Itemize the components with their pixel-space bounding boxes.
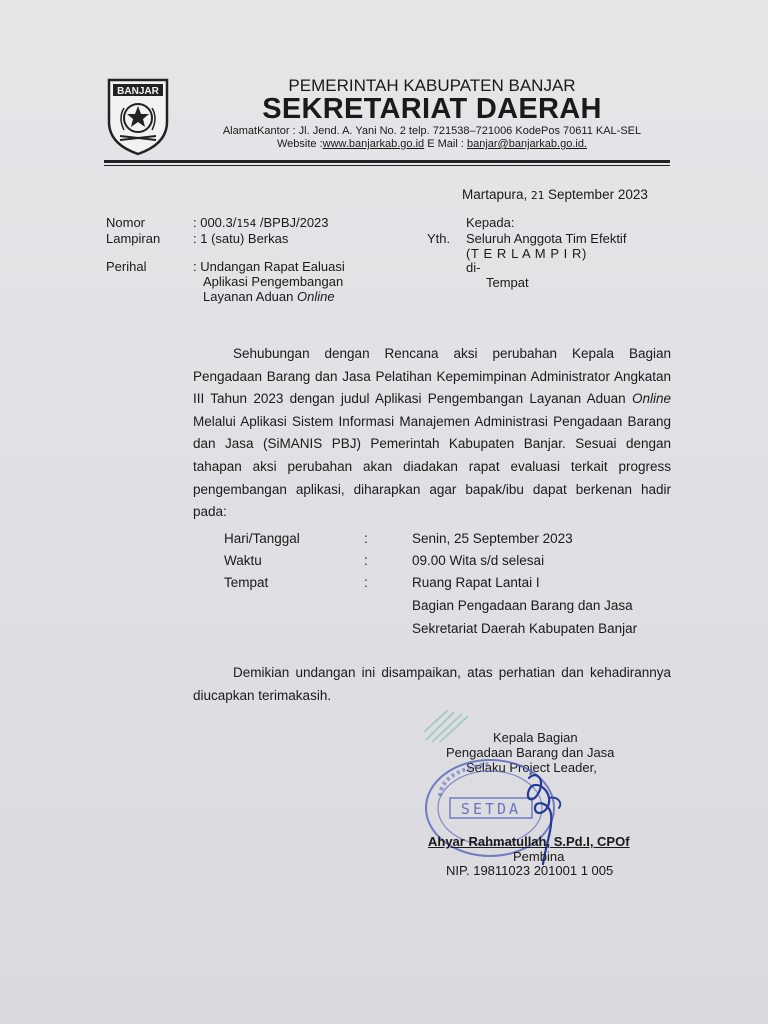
recipient-tempat: Tempat: [486, 275, 529, 290]
header-rule-thick: [104, 160, 670, 163]
recipient-kepada: Kepada:: [466, 215, 515, 230]
kop-contact: [172, 138, 692, 150]
website-label: Website :: [276, 138, 323, 150]
date-month-year: September 2023: [544, 187, 648, 202]
website-link[interactable]: www.banjarkab.go.id: [322, 138, 425, 150]
perihal-line-2: Aplikasi Pengembangan: [203, 274, 344, 289]
schedule-place-extra-1: Bagian Pengadaan Barang dan Jasa: [412, 598, 633, 613]
lampiran-value: : 1 (satu) Berkas: [193, 231, 289, 246]
signature-title-1: Kepala Bagian: [493, 730, 578, 745]
perihal-line-3-italic: Online: [296, 289, 335, 304]
recipient-line-2: (T E R L A M P I R): [466, 246, 587, 261]
signature-title-2: Pengadaan Barang dan Jasa: [446, 745, 615, 760]
banjar-logo: [106, 78, 170, 156]
body-paragraph-1: [193, 343, 671, 524]
perihal-line-3: [203, 289, 335, 304]
kop-line-1: PEMERINTAH KABUPATEN BANJAR: [288, 76, 576, 95]
nomor-label: Nomor: [106, 215, 146, 230]
recipient-line-1: Seluruh Anggota Tim Efektif: [466, 231, 627, 246]
kop-address: AlamatKantor : Jl. Jend. A. Yani No. 2 telp. 721538–721006 KodePos 70611 KAL-SEL: [222, 125, 642, 137]
email-label: E Mail :: [427, 138, 464, 150]
header-rule-thin: [104, 165, 670, 166]
perihal-line-3-text: Layanan Aduan: [203, 289, 297, 304]
schedule-colon: :: [364, 553, 368, 568]
perihal-label: Perihal: [106, 259, 147, 274]
recipient-di: di-: [466, 260, 481, 275]
nomor-number: 154: [236, 217, 257, 230]
lampiran-label: Lampiran: [106, 231, 161, 246]
body-p1-text-b: Melalui Aplikasi Sistem Informasi Manajemen Administrasi Pengadaan Barang dan Jasa (SiMANIS PBJ) Pemerintah Kabupaten Banjar. Sesuai dengan tahapan aksi perubahan akan diadakan rapat evaluasi terkait progress pengembangan aplikasi, diharapkan agar bapak/ibu dapat berkenan hadir pada:: [193, 413, 671, 520]
schedule-value-place: Ruang Rapat Lantai I: [412, 575, 540, 590]
signatory-rank: Pembina: [513, 849, 565, 864]
nomor-suffix: /BPBJ/2023: [256, 215, 329, 230]
ink-smudge: [420, 706, 480, 746]
signatory-name: Ahyar Rahmatullah, S.Pd.I, CPOf: [428, 834, 630, 849]
stamp-text: SETDA: [460, 800, 522, 818]
schedule-label-place: Tempat: [224, 575, 269, 590]
schedule-colon: :: [364, 531, 368, 546]
body-p1-text-a: Sehubungan dengan Rencana aksi perubahan Kepala Bagian Pengadaan Barang dan Jasa Pelatihan Kepemimpinan Administrator Angkatan III Tahun 2023 dengan judul Aplikasi Pengembangan Layanan Aduan: [193, 346, 671, 407]
logo-text: BANJAR: [117, 86, 159, 97]
signatory-nip: NIP. 19811023 201001 1 005: [446, 863, 614, 878]
schedule-value-date: Senin, 25 September 2023: [412, 531, 573, 546]
kop-line-2: SEKRETARIAT DAERAH: [262, 93, 602, 125]
date-day: 21: [531, 189, 545, 202]
schedule-place-extra-2: Sekretariat Daerah Kabupaten Banjar: [412, 621, 638, 636]
email-link[interactable]: banjar@banjarkab.go.id.: [466, 138, 587, 150]
perihal-line-1: : Undangan Rapat Ealuasi: [193, 259, 345, 274]
schedule-label-time: Waktu: [224, 553, 262, 568]
letter-date: [462, 187, 648, 202]
signature-title-3: Selaku Project Leader,: [466, 760, 597, 775]
schedule-label-date: Hari/Tanggal: [224, 531, 300, 546]
date-place: Martapura,: [462, 187, 532, 202]
body-paragraph-2: [193, 662, 671, 707]
nomor-prefix: : 000.3/: [193, 215, 237, 230]
schedule-value-time: 09.00 Wita s/d selesai: [412, 553, 545, 568]
nomor-value: [193, 215, 329, 230]
recipient-yth: Yth.: [427, 231, 451, 246]
body-p1-italic: Online: [631, 391, 671, 407]
body-p2-text: Demikian undangan ini disampaikan, atas perhatian dan kehadirannya diucapkan terimakasih.: [193, 665, 671, 703]
schedule-colon: :: [364, 575, 368, 590]
